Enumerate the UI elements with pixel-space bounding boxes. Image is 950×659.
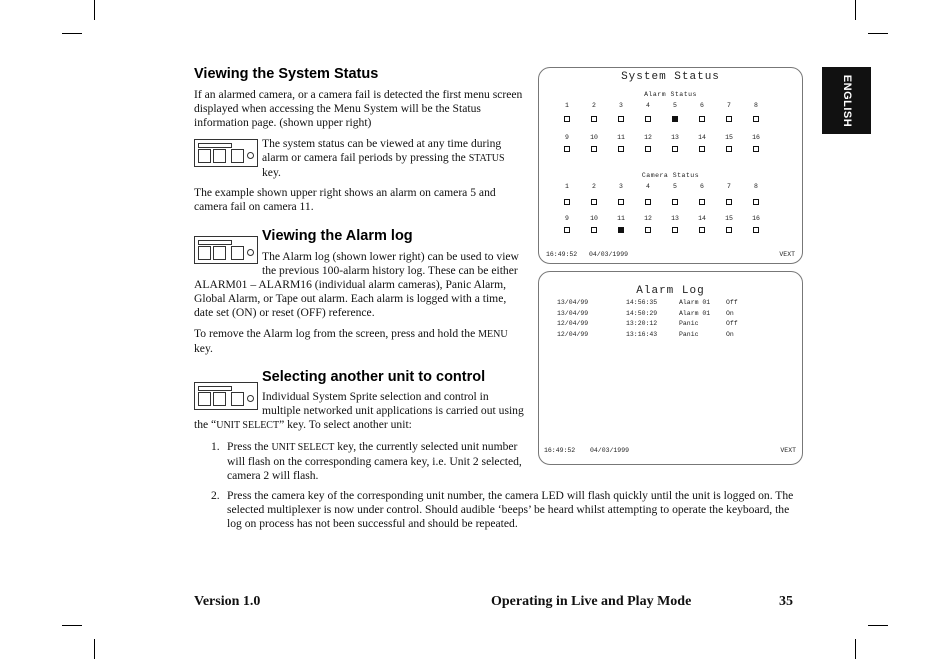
camera-indicator	[753, 199, 759, 205]
log-date: 13/04/99	[557, 309, 589, 317]
alarm-number: 11	[617, 134, 625, 141]
language-tab	[822, 67, 871, 134]
key-name: STATUS	[468, 153, 505, 164]
camera-number: 6	[700, 183, 704, 190]
screen-time: 16:49:52	[544, 447, 576, 454]
paragraph: ALARM01 – ALARM16 (individual alarm cameras), Panic Alarm, Global Alarm, or Tape out alarm. Each alarm is logged with a time, date set (ON) or reset (OFF) reference.	[194, 278, 507, 319]
camera-number: 11	[617, 215, 625, 222]
screen-title: Alarm Log	[636, 285, 705, 297]
screen-date: 04/03/1999	[590, 447, 630, 454]
alarm-number: 5	[673, 102, 677, 109]
camera-indicator	[672, 199, 678, 205]
camera-number: 1	[565, 183, 569, 190]
paragraph: The Alarm log (shown lower right) can be used to view the previous 100-alarm history log. These can be either	[262, 250, 519, 277]
camera-number: 2	[592, 183, 596, 190]
camera-indicator	[591, 199, 597, 205]
paragraph: To remove the Alarm log from the screen, press and hold the MENU key.	[194, 327, 508, 355]
alarm-status-label: Alarm Status	[644, 91, 697, 98]
paragraph: If an alarmed camera, or a camera fail is detected the first menu screen displayed when accessing the Menu System will be the Status information page. (shown upper right)	[194, 88, 523, 129]
alarm-indicator	[564, 116, 570, 122]
alarm-number: 7	[727, 102, 731, 109]
camera-number: 8	[754, 183, 758, 190]
camera-indicator	[753, 227, 759, 233]
camera-number: 14	[698, 215, 706, 222]
alarm-indicator	[591, 116, 597, 122]
alarm-indicator	[645, 146, 651, 152]
alarm-number: 8	[754, 102, 758, 109]
camera-number: 10	[590, 215, 598, 222]
camera-number: 12	[644, 215, 652, 222]
crop-mark	[855, 639, 856, 659]
key-name: MENU	[478, 329, 508, 340]
alarm-number: 15	[725, 134, 733, 141]
heading-alarm-log: Viewing the Alarm log	[262, 228, 413, 244]
log-date: 13/04/99	[557, 299, 589, 306]
camera-status-label: Camera Status	[641, 172, 700, 179]
heading-unit-select: Selecting another unit to control	[262, 369, 486, 385]
alarm-number: 12	[644, 134, 652, 141]
paragraph: The system status can be viewed at any time during alarm or camera fail periods by pressing the STATUS key.	[262, 137, 505, 179]
log-state: Off	[726, 320, 738, 327]
crop-mark	[62, 625, 82, 626]
log-event: Alarm 01	[679, 309, 711, 317]
camera-indicator	[726, 227, 732, 233]
alarm-indicator	[672, 146, 678, 152]
alarm-indicator	[753, 146, 759, 152]
alarm-number: 1	[565, 102, 569, 109]
page-number: 35	[779, 594, 793, 609]
screen-time: 16:49:52	[546, 251, 578, 258]
paragraph: Individual System Sprite selection and control in multiple networked unit applications is carried out using	[262, 390, 524, 417]
step-number: 1.	[211, 440, 220, 453]
alarm-indicator	[591, 146, 597, 152]
language-tab-label: ENGLISH	[840, 74, 853, 127]
camera-number: 5	[673, 183, 677, 190]
key-name: UNIT SELECT	[216, 420, 280, 431]
camera-indicator	[591, 227, 597, 233]
camera-indicator	[618, 227, 624, 233]
alarm-number: 2	[592, 102, 596, 109]
crop-mark	[94, 0, 95, 20]
alarm-indicator	[645, 116, 651, 122]
alarm-indicator	[699, 116, 705, 122]
heading-system-status: Viewing the System Status	[194, 66, 379, 82]
camera-indicator	[564, 199, 570, 205]
alarm-number: 16	[752, 134, 760, 141]
log-event: Panic	[679, 320, 699, 327]
log-date: 12/04/99	[557, 330, 589, 338]
crop-mark	[855, 0, 856, 20]
log-time: 14:56:35	[626, 299, 658, 306]
step-text: Press the camera key of the corresponding unit number, the camera LED will flash quickly until the unit is logged on. The selected multiplexer is now under control. Should audible ‘beeps’ be heard whilst attempting to operate the keyboard, the log on process has not been successful and should be repeated.	[227, 489, 794, 530]
alarm-indicator	[726, 116, 732, 122]
log-date: 12/04/99	[557, 320, 589, 327]
camera-number: 9	[565, 215, 569, 222]
log-time: 14:50:29	[626, 309, 658, 317]
alarm-log-screen	[538, 271, 803, 465]
log-state: Off	[726, 299, 738, 306]
key-name: UNIT SELECT	[271, 442, 335, 453]
alarm-indicator	[618, 116, 624, 122]
alarm-number: 6	[700, 102, 704, 109]
footer-chapter: Operating in Live and Play Mode	[491, 594, 692, 609]
camera-number: 13	[671, 215, 679, 222]
screen-tag: VEXT	[779, 251, 795, 258]
camera-indicator	[699, 227, 705, 233]
camera-indicator	[699, 199, 705, 205]
step-number: 2.	[211, 489, 220, 502]
camera-indicator	[726, 199, 732, 205]
camera-number: 4	[646, 183, 650, 190]
alarm-number: 13	[671, 134, 679, 141]
keyboard-icon	[194, 236, 258, 264]
crop-mark	[62, 33, 82, 34]
screen-title: System Status	[621, 71, 720, 83]
paragraph: the “UNIT SELECT” key. To select another unit:	[194, 418, 412, 431]
step-text: Press the UNIT SELECT key, the currently selected unit number will flash on the corresponding camera key, i.e. Unit 2 selected, camera 2 will flash.	[227, 440, 522, 482]
alarm-indicator	[672, 116, 678, 122]
alarm-number: 9	[565, 134, 569, 141]
camera-number: 3	[619, 183, 623, 190]
log-state: On	[726, 330, 734, 338]
crop-mark	[94, 639, 95, 659]
screen-tag: VEXT	[780, 447, 796, 454]
camera-number: 16	[752, 215, 760, 222]
system-status-screen	[538, 67, 803, 264]
alarm-number: 10	[590, 134, 598, 141]
paragraph: The example shown upper right shows an alarm on camera 5 and camera fail on camera 11.	[194, 186, 496, 213]
alarm-number: 4	[646, 102, 650, 109]
log-event: Panic	[679, 330, 699, 338]
log-time: 13:16:43	[626, 330, 658, 338]
keyboard-icon	[194, 382, 258, 410]
alarm-number: 3	[619, 102, 623, 109]
camera-indicator	[645, 199, 651, 205]
alarm-indicator	[726, 146, 732, 152]
camera-indicator	[645, 227, 651, 233]
alarm-indicator	[564, 146, 570, 152]
camera-indicator	[618, 199, 624, 205]
alarm-indicator	[699, 146, 705, 152]
crop-mark	[868, 625, 888, 626]
keyboard-icon	[194, 139, 258, 167]
log-event: Alarm 01	[679, 299, 711, 306]
alarm-indicator	[618, 146, 624, 152]
crop-mark	[868, 33, 888, 34]
footer-version: Version 1.0	[194, 594, 261, 609]
alarm-number: 14	[698, 134, 706, 141]
camera-indicator	[564, 227, 570, 233]
camera-number: 7	[727, 183, 731, 190]
log-state: On	[726, 309, 734, 317]
log-time: 13:20:12	[626, 320, 658, 327]
screen-date: 04/03/1999	[589, 251, 629, 258]
alarm-indicator	[753, 116, 759, 122]
camera-number: 15	[725, 215, 733, 222]
camera-indicator	[672, 227, 678, 233]
